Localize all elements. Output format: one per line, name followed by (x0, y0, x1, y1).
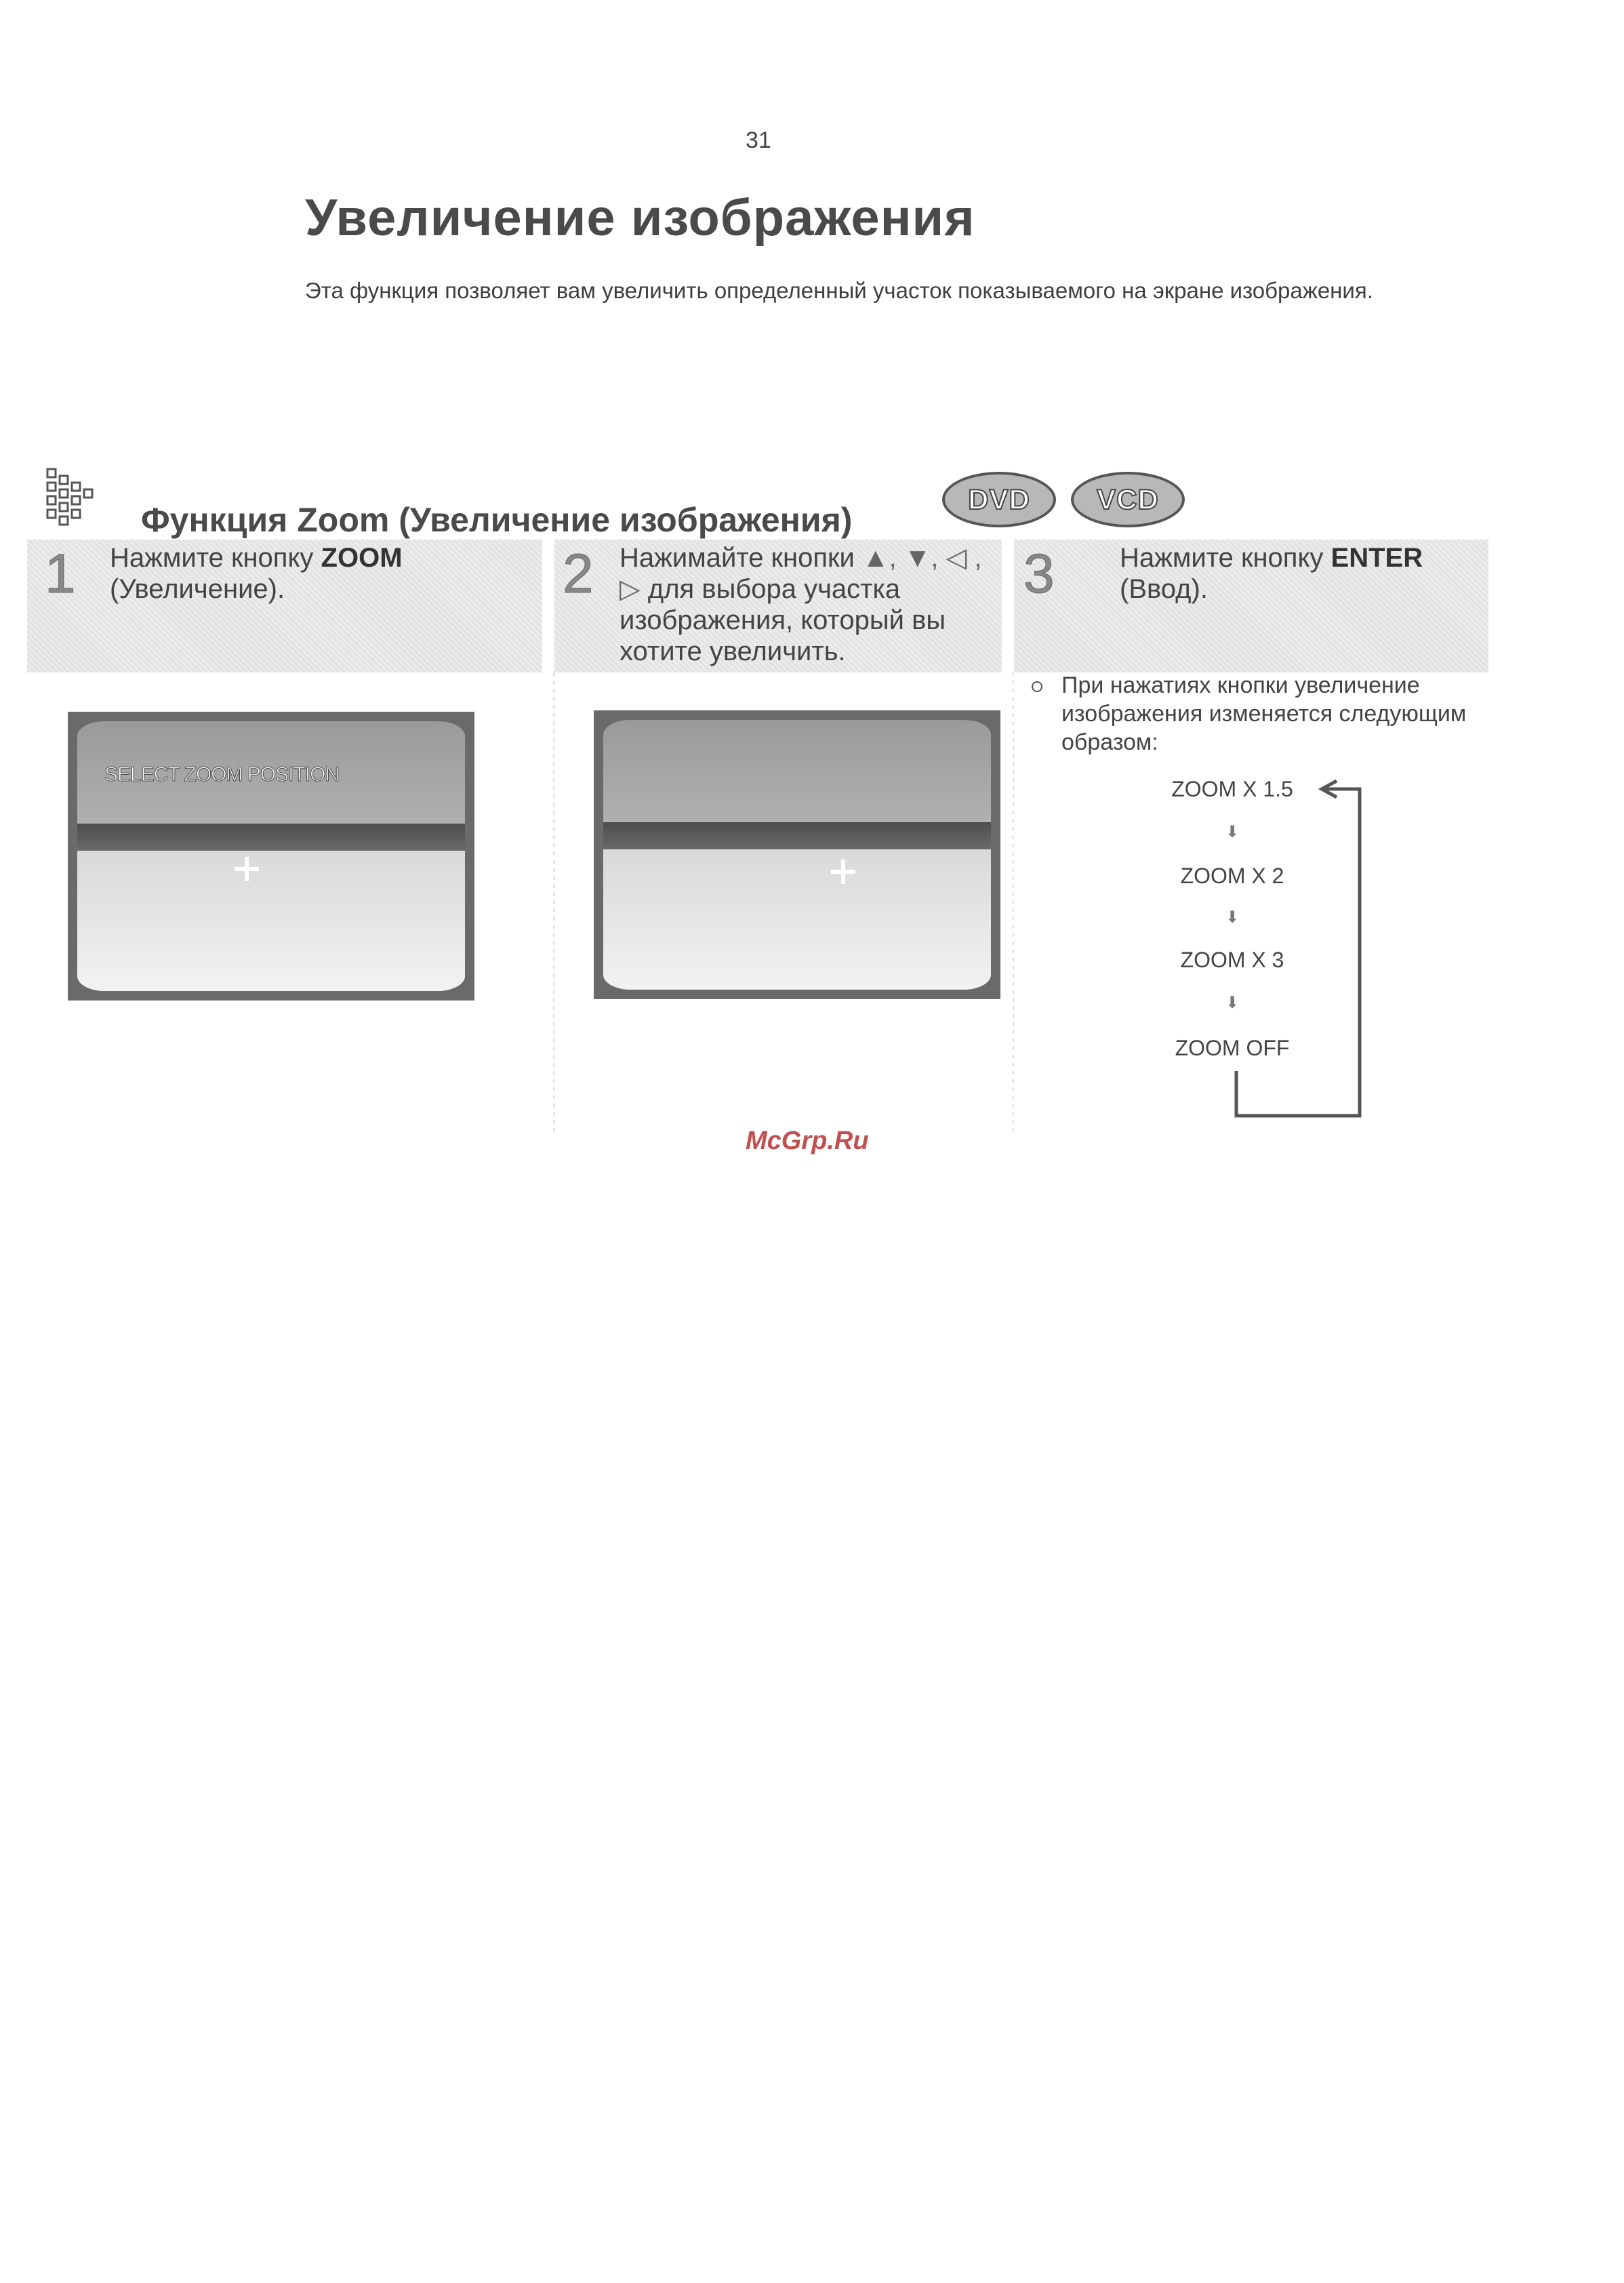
zoom-step-off: ZOOM OFF (1175, 1036, 1290, 1060)
step-3-note-text: При нажатиях кнопки увеличение изображения изменяется следующим образом: (1061, 672, 1467, 755)
section-arrow-icon (45, 466, 113, 534)
step-1-text (110, 542, 530, 605)
bullet-icon (1032, 681, 1042, 692)
step-3-text-after: (Ввод). (1120, 574, 1208, 604)
loop-back-arrow-icon (1227, 780, 1376, 1118)
dvd-badge: DVD (942, 472, 1056, 527)
vcd-badge: VCD (1071, 472, 1185, 527)
step-1-number: 1 (45, 543, 76, 605)
column-divider (1013, 672, 1014, 1133)
section-title: Функция Zoom (Увеличение изображения) (141, 501, 853, 539)
zoom-step-1-5: ZOOM X 1.5 (1171, 777, 1293, 801)
tv-screen-step-2 (594, 710, 1000, 999)
crosshair-icon (831, 860, 855, 884)
tv-screen-step-1 (68, 712, 474, 1001)
tv-picture (603, 720, 991, 990)
step-2-text-after: для выбора участка изображения, который вы хотите увеличить. (620, 574, 946, 666)
arrow-keys-icons: ▲, ▼, ◁ , ▷ (620, 543, 982, 604)
osd-select-zoom-position: SELECT ZOOM POSITION (104, 763, 340, 786)
tv-picture (77, 721, 465, 991)
step-3-note (1032, 671, 1493, 755)
step-1-text-after: (Увеличение). (110, 574, 285, 604)
down-arrow-icon: ⬇ (1225, 823, 1240, 841)
step-2-text-before: Нажимайте кнопки (620, 543, 863, 573)
watermark: McGrp.Ru (746, 1127, 869, 1155)
step-3-number: 3 (1023, 543, 1055, 605)
page-number: 31 (746, 127, 771, 153)
zoom-key-label: ZOOM (321, 543, 403, 573)
down-arrow-icon: ⬇ (1225, 908, 1240, 927)
enter-key-label: ENTER (1331, 543, 1423, 573)
page-title: Увеличение изображения (305, 189, 975, 247)
zoom-step-2: ZOOM X 2 (1180, 864, 1284, 888)
crosshair-icon (235, 857, 259, 881)
zoom-step-3: ZOOM X 3 (1180, 948, 1284, 972)
down-arrow-icon: ⬇ (1225, 994, 1240, 1012)
intro-text: Эта функция позволяет вам увеличить определенный участок показываемого на экране изображения. (305, 278, 1373, 303)
step-2-text (620, 542, 999, 667)
step-2-number: 2 (563, 543, 594, 605)
column-divider (553, 672, 554, 1133)
step-3-text (1120, 542, 1472, 605)
step-1-text-before: Нажмите кнопку (110, 543, 321, 573)
step-3-text-before: Нажмите кнопку (1120, 543, 1331, 573)
